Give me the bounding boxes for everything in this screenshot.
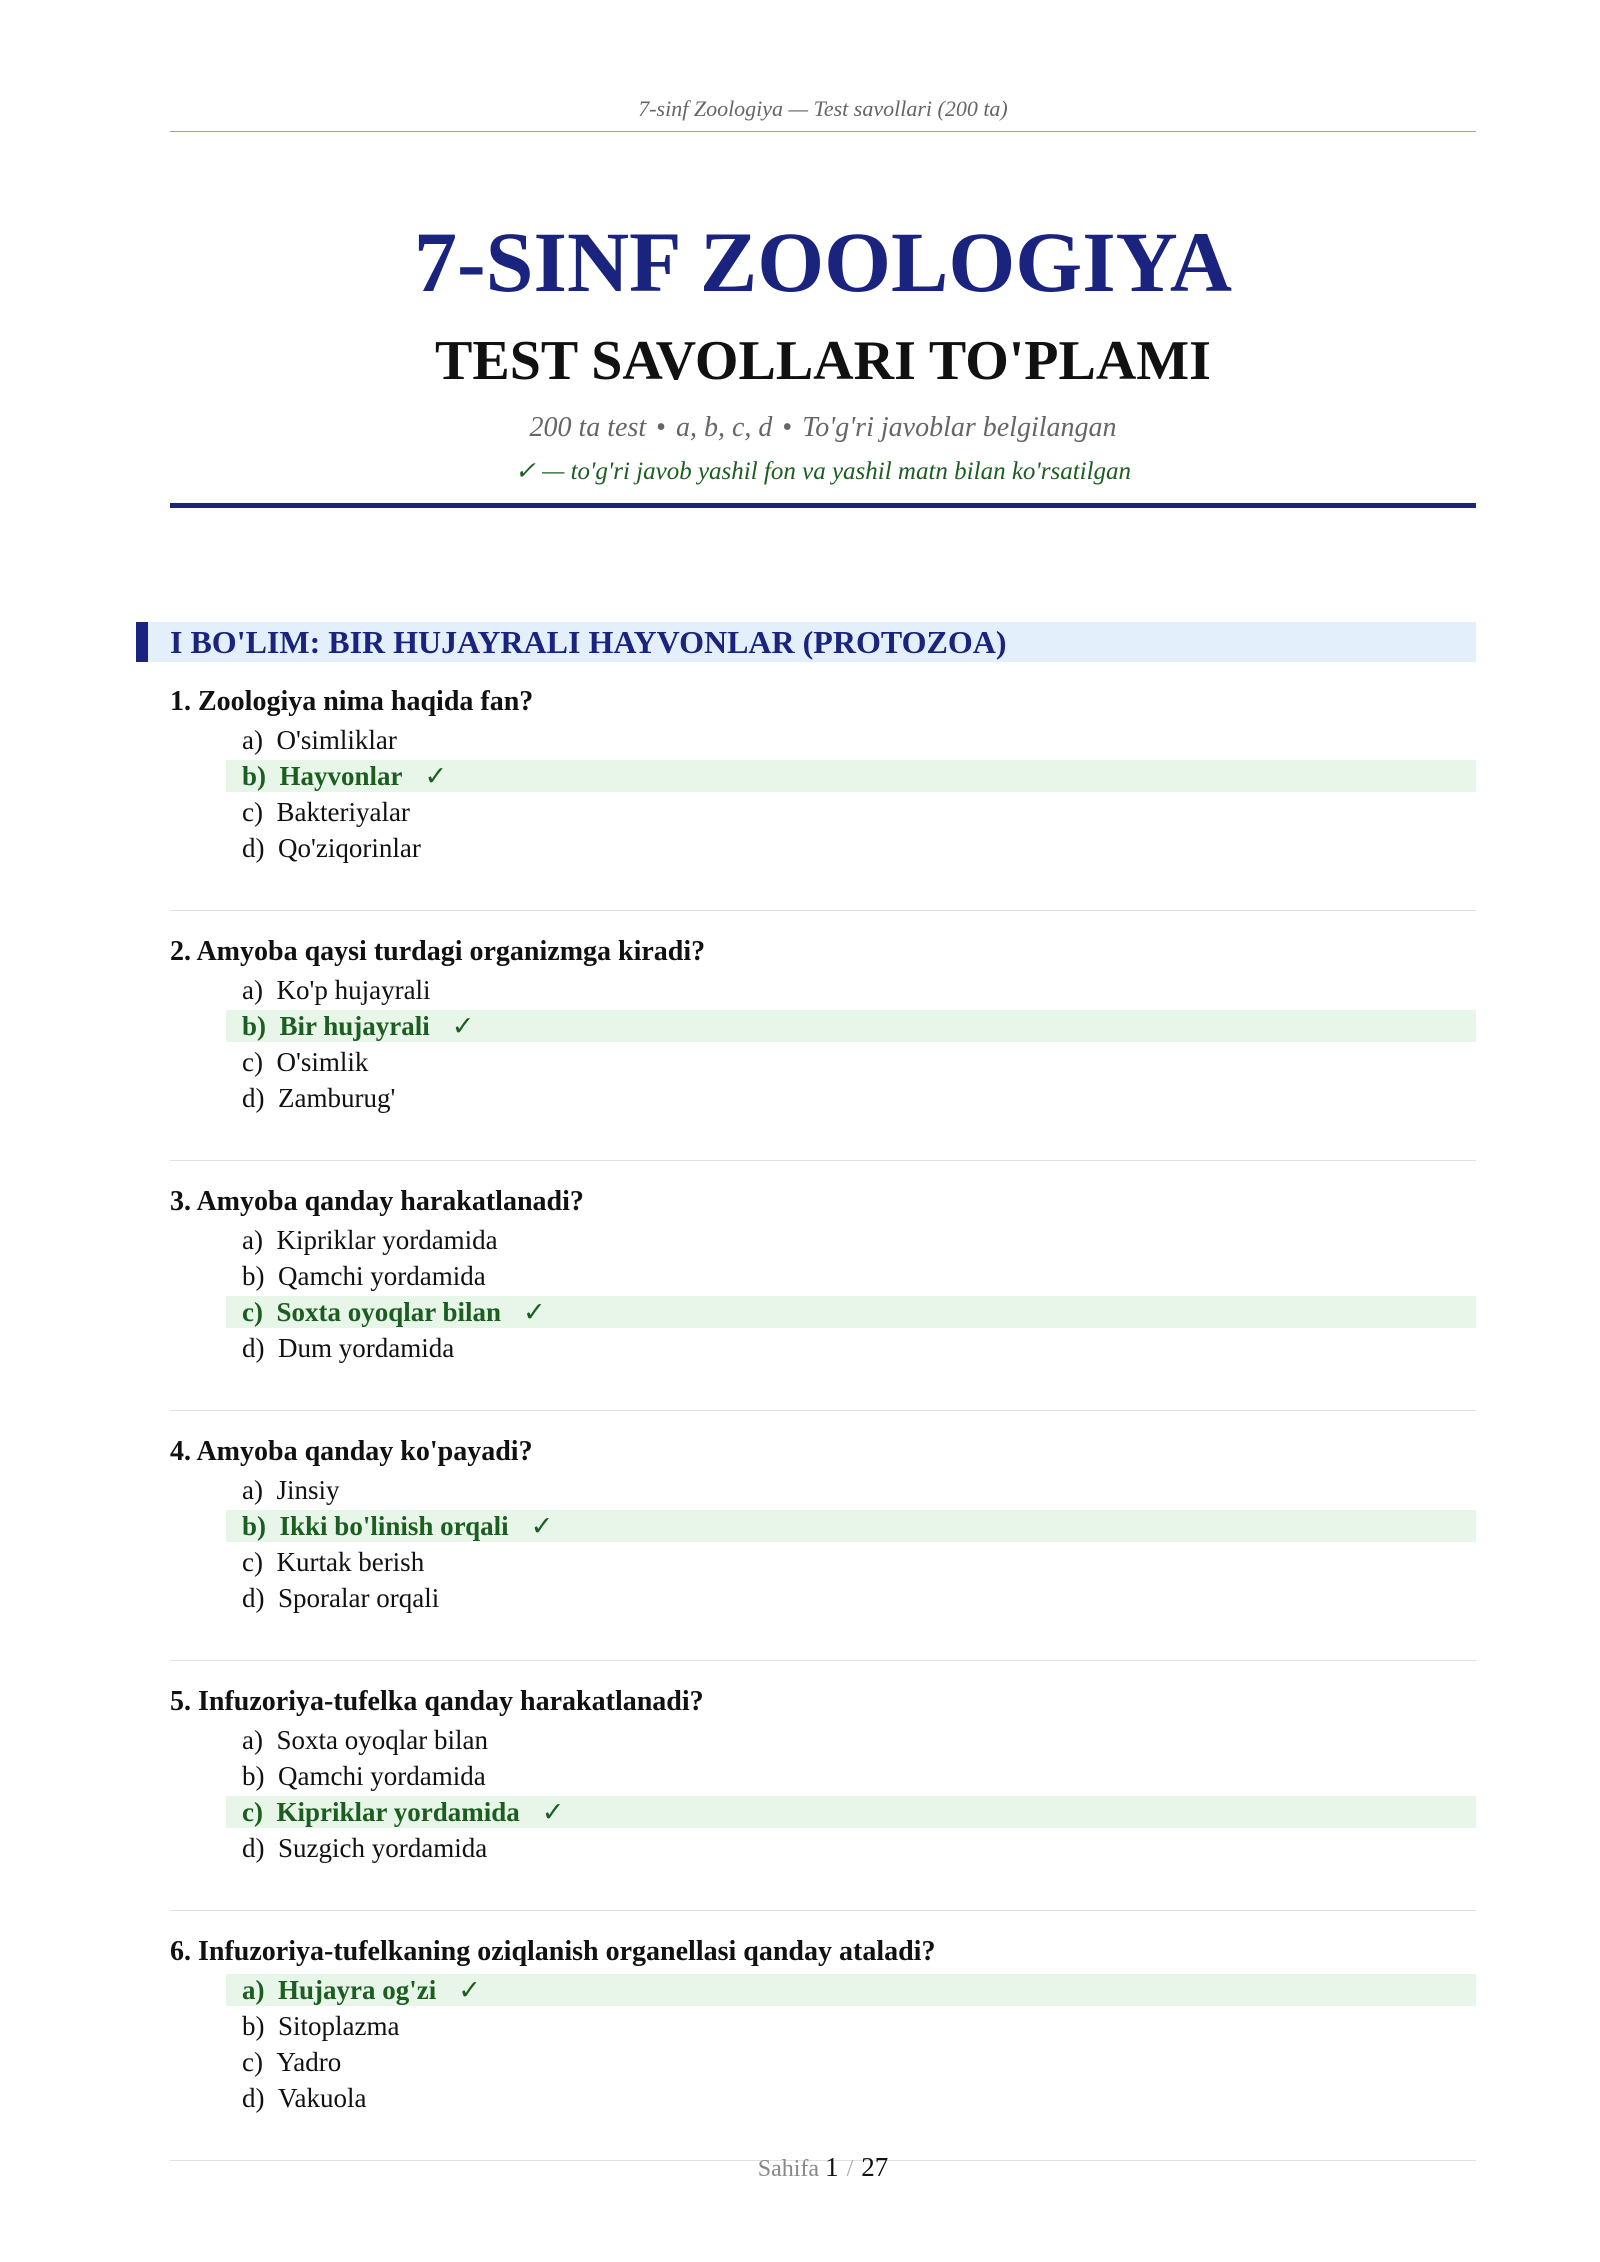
option-letter: d) xyxy=(242,1583,265,1613)
answer-option-correct xyxy=(226,1974,1476,2006)
answer-option xyxy=(226,2010,1476,2042)
option-letter: c) xyxy=(242,1047,263,1077)
answer-option xyxy=(226,724,1476,756)
option-text: Qamchi yordamida xyxy=(278,1261,486,1291)
option-text: Vakuola xyxy=(278,2083,367,2113)
option-text: Bir hujayrali xyxy=(279,1011,430,1041)
question-block xyxy=(170,934,1476,1114)
option-text: Jinsiy xyxy=(276,1475,340,1505)
meta-count: 200 ta test xyxy=(529,412,647,443)
answer-option xyxy=(226,1260,1476,1292)
answer-option xyxy=(226,1724,1476,1756)
answer-option xyxy=(226,2046,1476,2078)
meta-separator: • xyxy=(656,412,666,443)
option-text: Qo'ziqorinlar xyxy=(278,833,421,863)
option-letter: d) xyxy=(242,2083,265,2113)
answer-option xyxy=(226,1046,1476,1078)
option-text: Soxta oyoqlar bilan xyxy=(276,1297,502,1327)
header-rule xyxy=(170,131,1476,132)
meta-note: To'g'ri javoblar belgilangan xyxy=(802,412,1117,443)
check-icon: ✓ xyxy=(424,761,448,791)
question-block xyxy=(170,1434,1476,1614)
question-block xyxy=(170,1934,1476,2114)
option-letter: d) xyxy=(242,833,265,863)
answer-option xyxy=(226,1474,1476,1506)
meta-separator: • xyxy=(782,412,793,443)
answer-option-correct xyxy=(226,1796,1476,1828)
option-letter: b) xyxy=(242,1011,267,1041)
option-letter: c) xyxy=(242,1797,263,1827)
footer-label: Sahifa xyxy=(757,2156,820,2182)
option-letter: a) xyxy=(242,1975,265,2005)
option-letter: c) xyxy=(242,2047,263,2077)
option-letter: d) xyxy=(242,1833,265,1863)
answer-option xyxy=(226,1582,1476,1614)
answer-option xyxy=(226,2082,1476,2114)
option-text: O'simliklar xyxy=(276,725,397,755)
option-letter: b) xyxy=(242,1761,265,1791)
page-footer xyxy=(170,2152,1476,2183)
question-text: 2. Amyoba qaysi turdagi organizmga kiradi? xyxy=(170,936,706,967)
option-text: O'simlik xyxy=(276,1047,369,1077)
option-text: Sitoplazma xyxy=(278,2011,400,2041)
option-text: Dum yordamida xyxy=(278,1333,455,1363)
option-letter: b) xyxy=(242,1511,267,1541)
answer-option xyxy=(226,1224,1476,1256)
option-text: Hayvonlar xyxy=(279,761,403,791)
option-text: Bakteriyalar xyxy=(276,797,410,827)
page-number-current: 1 xyxy=(825,2152,839,2182)
option-letter: c) xyxy=(242,797,263,827)
option-text: Kipriklar yordamida xyxy=(276,1225,498,1255)
answer-option xyxy=(226,796,1476,828)
meta-options: a, b, c, d xyxy=(675,412,773,443)
document-subtitle: TEST SAVOLLARI TO'PLAMI xyxy=(435,330,1211,392)
check-icon: ✓ xyxy=(523,1297,546,1327)
question-text: 6. Infuzoriya-tufelkaning oziqlanish organellasi qanday ataladi? xyxy=(170,1936,936,1967)
option-letter: b) xyxy=(242,2011,265,2041)
answer-option xyxy=(226,1760,1476,1792)
option-text: Kipriklar yordamida xyxy=(276,1797,520,1827)
check-icon: ✓ xyxy=(451,1011,475,1041)
option-letter: c) xyxy=(242,1297,263,1327)
title-rule xyxy=(170,503,1476,508)
page-number-total: 27 xyxy=(861,2152,889,2182)
section-title: I BO'LIM: BIR HUJAYRALI HAYVONLAR (PROTOZOA) xyxy=(170,624,1007,660)
document-title: 7-SINF ZOOLOGIYA xyxy=(414,214,1232,310)
answer-option-correct xyxy=(226,760,1476,792)
option-text: Yadro xyxy=(276,2047,342,2077)
question-divider xyxy=(170,1410,1476,1411)
check-icon: ✓ xyxy=(541,1797,565,1827)
question-text: 1. Zoologiya nima haqida fan? xyxy=(170,686,534,717)
answer-option-correct xyxy=(226,1010,1476,1042)
answer-option xyxy=(226,1832,1476,1864)
option-letter: a) xyxy=(242,1225,263,1255)
answer-option-correct xyxy=(226,1296,1476,1328)
option-letter: d) xyxy=(242,1083,265,1113)
question-divider xyxy=(170,1910,1476,1911)
option-text: Ikki bo'linish orqali xyxy=(279,1511,509,1541)
option-letter: a) xyxy=(242,1725,263,1755)
check-icon: ✓ xyxy=(530,1511,554,1541)
legend-note: ✓ — to'g'ri javob yashil fon va yashil matn bilan ko'rsatilgan xyxy=(514,458,1132,485)
question-text: 4. Amyoba qanday ko'payadi? xyxy=(170,1436,533,1467)
question-block xyxy=(170,1684,1476,1864)
section-header xyxy=(136,622,1476,662)
option-letter: b) xyxy=(242,1261,265,1291)
question-divider xyxy=(170,910,1476,911)
option-text: Soxta oyoqlar bilan xyxy=(276,1725,488,1755)
answer-option xyxy=(226,1332,1476,1364)
question-divider xyxy=(170,1160,1476,1161)
option-text: Kurtak berish xyxy=(276,1547,425,1577)
answer-option xyxy=(226,974,1476,1006)
option-letter: a) xyxy=(242,1475,263,1505)
document-meta xyxy=(170,412,1476,444)
answer-option xyxy=(226,1546,1476,1578)
question-text: 3. Amyoba qanday harakatlanadi? xyxy=(170,1186,584,1217)
option-letter: c) xyxy=(242,1547,263,1577)
option-letter: a) xyxy=(242,725,263,755)
option-letter: b) xyxy=(242,761,267,791)
option-text: Qamchi yordamida xyxy=(278,1761,486,1791)
check-icon: ✓ xyxy=(458,1975,481,2005)
option-letter: a) xyxy=(242,975,263,1005)
option-text: Hujayra og'zi xyxy=(278,1975,437,2005)
question-divider xyxy=(170,1660,1476,1661)
page-number-separator: / xyxy=(846,2156,854,2182)
option-text: Zamburug' xyxy=(278,1083,396,1113)
section-accent-bar xyxy=(136,622,148,662)
option-text: Suzgich yordamida xyxy=(278,1833,488,1863)
option-text: Ko'p hujayrali xyxy=(276,975,431,1005)
answer-option xyxy=(226,832,1476,864)
answer-option-correct xyxy=(226,1510,1476,1542)
answer-option xyxy=(226,1082,1476,1114)
question-block xyxy=(170,684,1476,864)
option-letter: d) xyxy=(242,1333,265,1363)
option-text: Sporalar orqali xyxy=(278,1583,440,1613)
question-text: 5. Infuzoriya-tufelka qanday harakatlanadi? xyxy=(170,1686,704,1717)
running-head: 7-sinf Zoologiya — Test savollari (200 ta) xyxy=(638,96,1008,121)
question-block xyxy=(170,1184,1476,1364)
